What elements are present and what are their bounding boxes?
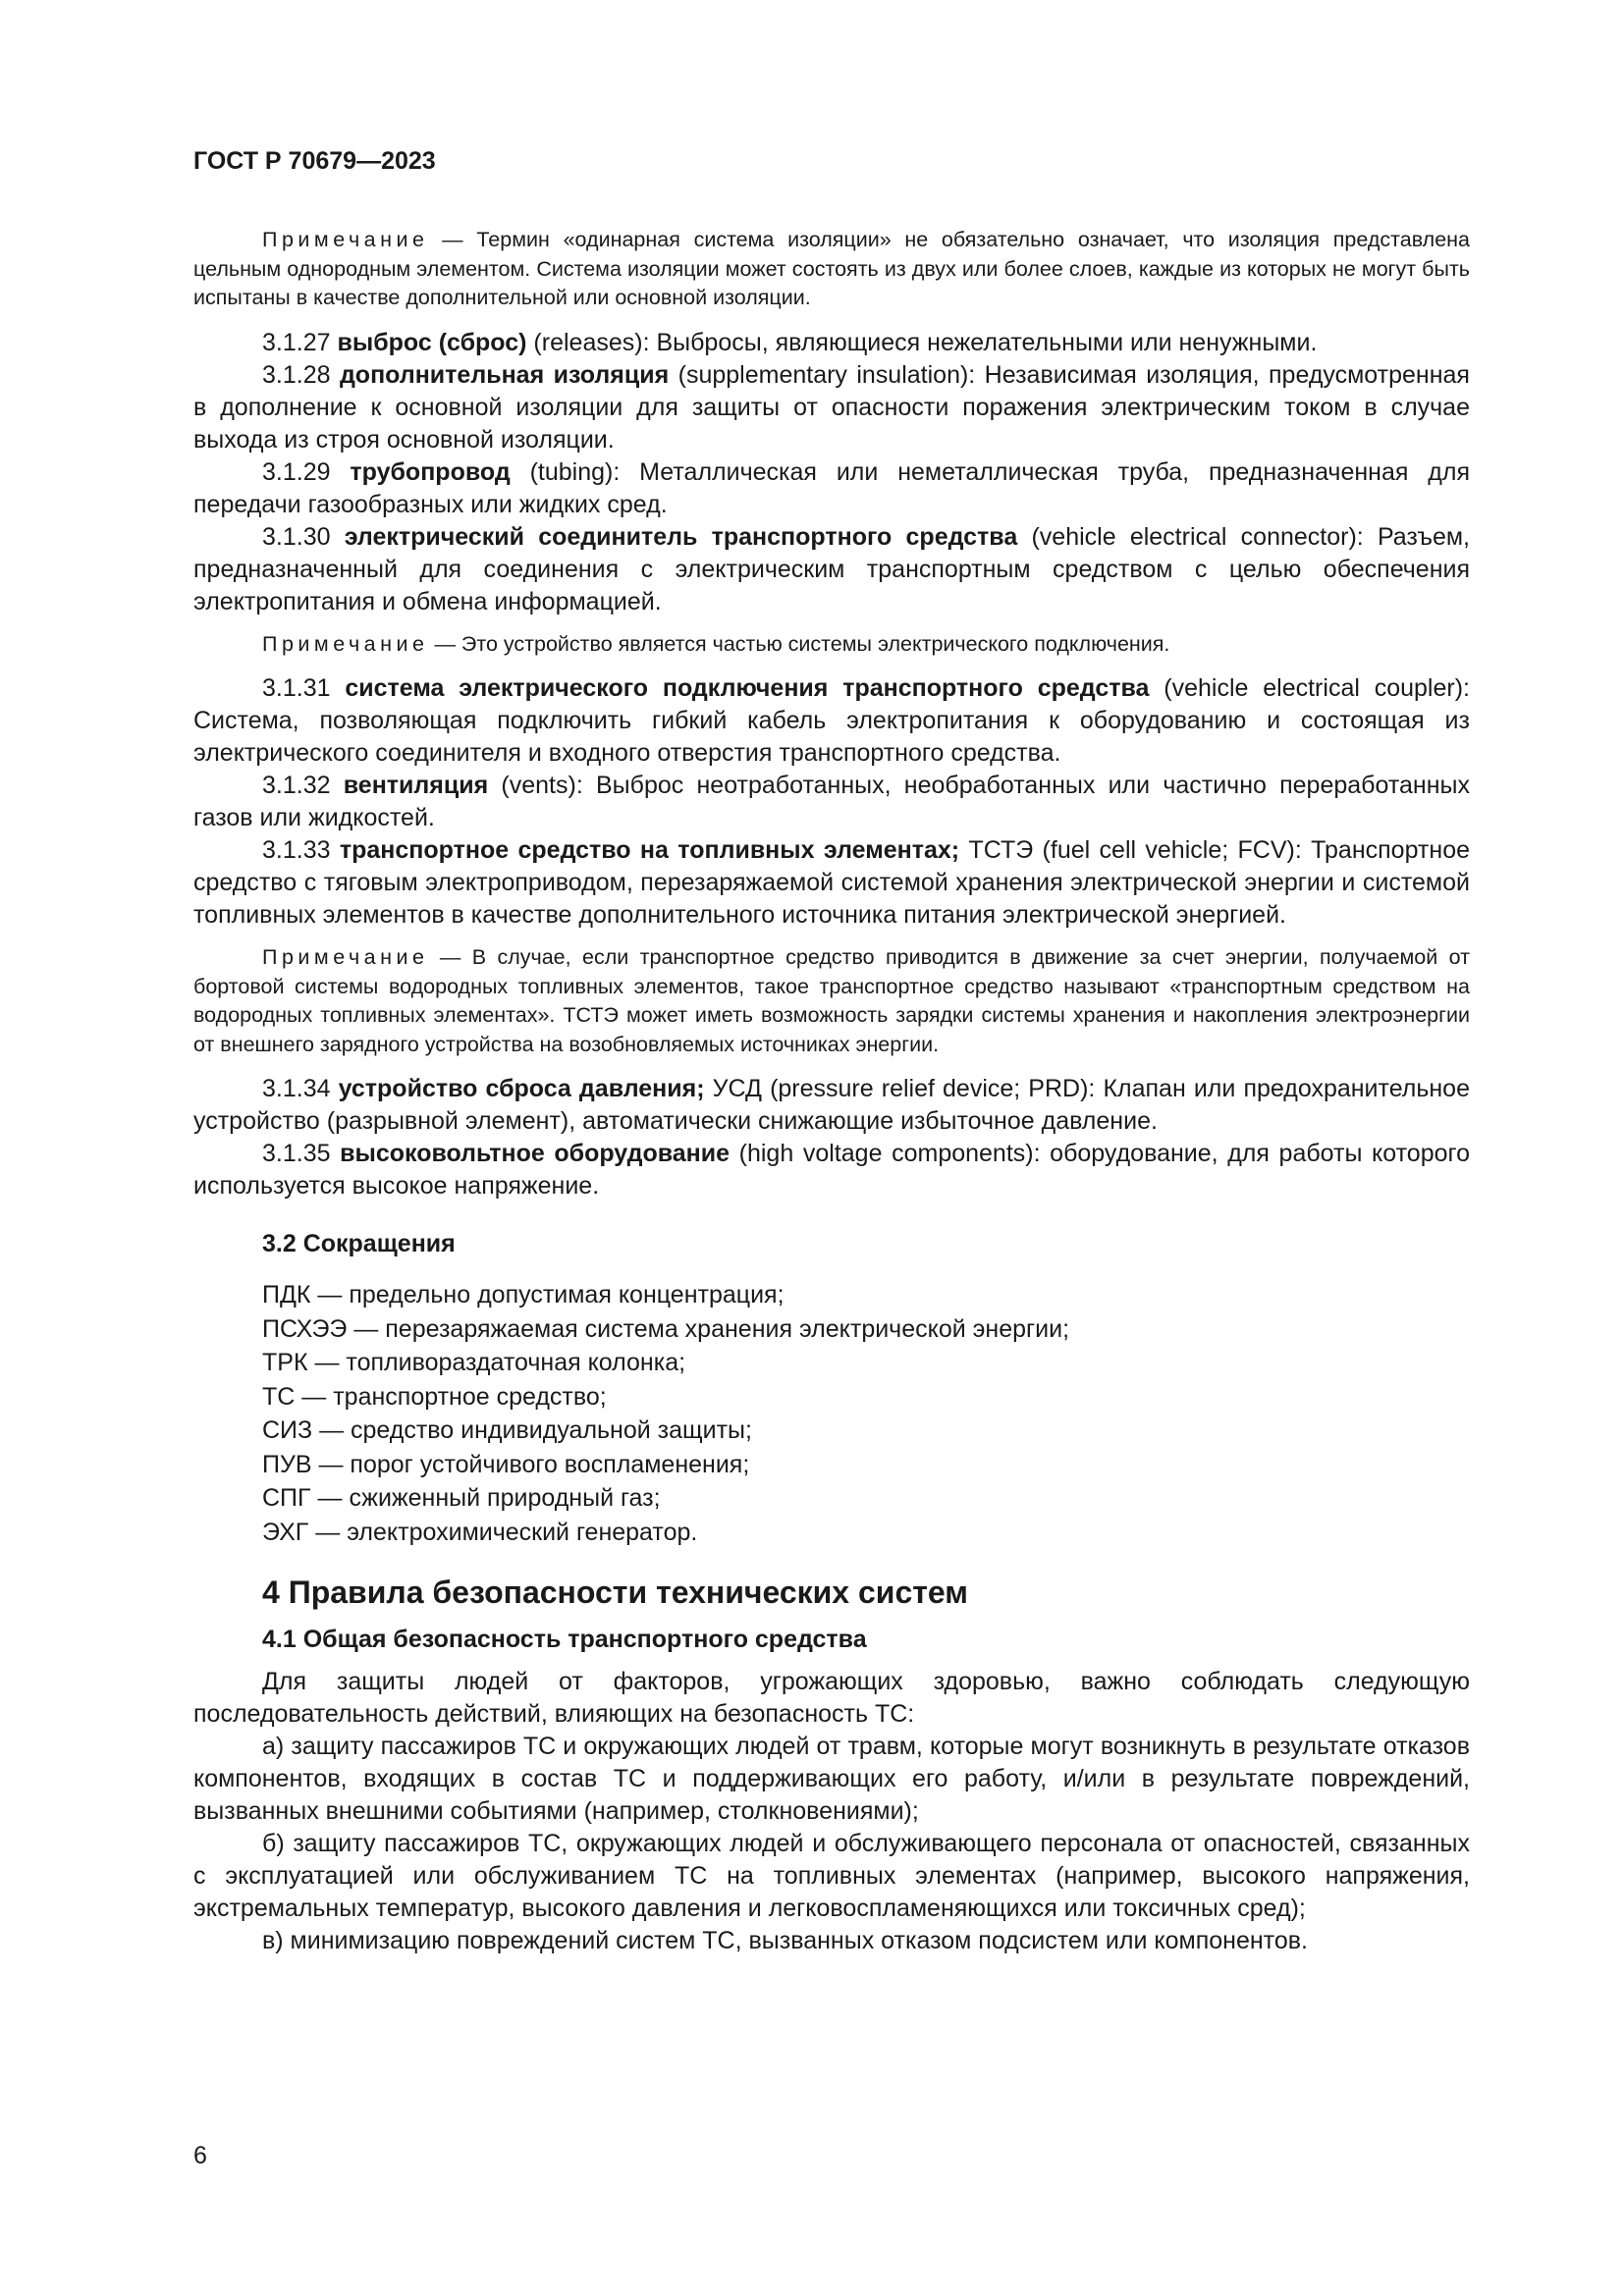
- term-entry: [193, 770, 1470, 834]
- term-name: высоковольтное оборудование: [340, 1140, 731, 1167]
- term-entry: [193, 1138, 1470, 1202]
- document-header: ГОСТ Р 70679—2023: [193, 147, 436, 175]
- note-label: Примечание: [262, 945, 429, 969]
- abbreviation-item: ТС — транспортное средство;: [262, 1382, 607, 1411]
- note-label: Примечание: [262, 228, 429, 251]
- term-name: система электрического подключения транспортного средства: [345, 674, 1150, 702]
- term-number: 3.1.28: [262, 360, 331, 389]
- term-number: 3.1.31: [262, 674, 331, 702]
- term-definition: (vehicle electrical coupler): Система, позволяющая подключить гибкий кабель электропитания к оборудованию и состоящая из электрического соединителя и входного отверстия транспортного средства.: [193, 674, 1470, 767]
- note-text: — Это устройство является частью системы электрического подключения.: [434, 631, 1170, 656]
- term-entry: [193, 456, 1470, 521]
- term-definition: (vents): Выброс неотработанных, необработанных или частично переработанных газов или жидкостей.: [193, 772, 1471, 831]
- term-entry: [193, 1073, 1470, 1138]
- term-definition: (high voltage components): оборудование, для работы которого используется высокое напряжение.: [193, 1140, 1470, 1200]
- term-number: 3.1.30: [262, 522, 331, 551]
- term-definition: ТСТЭ (fuel cell vehicle; FCV): Транспортное средство с тяговым электроприводом, перезаряжаемой системой хранения электрической энергии и системой топливных элементов в качестве дополнительного источника питания электрической энергией.: [193, 836, 1470, 929]
- term-definition: (releases): Выбросы, являющиеся нежелательными или ненужными.: [526, 328, 1318, 356]
- note-text: — Термин «одинарная система изоляции» не обязательно означает, что изоляция представлена цельным однородным элементом. Система изоляции может состоять из двух или более слоев, каждые из которых не могут быть испытаны в качестве дополнительной или основной изоляции.: [193, 228, 1470, 309]
- term-entry: [193, 521, 1470, 618]
- term-definition: (supplementary insulation): Независимая изоляция, предусмотренная в дополнение к основной изоляции для защиты от опасности поражения электрическим током в случае выхода из строя основной изоляции.: [193, 360, 1470, 454]
- list-item: в) минимизацию повреждений систем ТС, вызванных отказом подсистем или компонентов.: [262, 1927, 1308, 1954]
- list-item: а) защиту пассажиров ТС и окружающих людей от травм, которые могут возникнуть в результате отказов компонентов, входящих в состав ТС и поддерживающих его работу, и/или в результате повреждений, вызванных внешними событиями (например, столкновениями);: [193, 1733, 1470, 1825]
- term-entry: [193, 327, 1470, 359]
- body-paragraph: Для защиты людей от факторов, угрожающих здоровью, важно соблюдать следующую последовательность действий, влияющих на безопасность ТС:: [193, 1668, 1470, 1728]
- section-heading-4: 4 Правила безопасности технических систем: [262, 1575, 968, 1610]
- term-definition: (vehicle electrical connector): Разъем, предназначенный для соединения с электрическим транспортным средством с целью обеспечения электропитания и обмена информацией.: [193, 522, 1470, 615]
- term-number: 3.1.33: [262, 836, 331, 864]
- term-number: 3.1.32: [262, 772, 331, 799]
- abbreviations-list: [262, 1278, 1470, 1549]
- page-number: 6: [193, 2142, 207, 2169]
- term-number: 3.1.27: [262, 328, 331, 356]
- abbreviation-item: ЭХГ — электрохимический генератор.: [262, 1518, 698, 1546]
- term-number: 3.1.34: [262, 1075, 331, 1102]
- abbreviation-item: СПГ — сжиженный природный газ;: [262, 1484, 661, 1512]
- term-entry: [193, 359, 1470, 456]
- abbreviation-item: ТРК — топливораздаточная колонка;: [262, 1349, 686, 1376]
- abbreviation-item: ПСХЭЭ — перезаряжаемая система хранения электрической энергии;: [262, 1314, 1070, 1343]
- term-definition: (tubing): Металлическая или неметаллическая труба, предназначенная для передачи газообразных или жидких сред.: [193, 457, 1470, 518]
- term-entry: [193, 672, 1470, 770]
- term-number: 3.1.35: [262, 1140, 331, 1167]
- term-number: 3.1.29: [262, 457, 331, 486]
- page-content: [193, 226, 1470, 1957]
- term-name: трубопровод: [350, 457, 511, 486]
- note-label: Примечание: [262, 631, 429, 656]
- abbreviation-item: СИЗ — средство индивидуальной защиты;: [262, 1416, 752, 1444]
- section-heading-4-1: 4.1 Общая безопасность транспортного средства: [262, 1626, 867, 1653]
- term-name: выброс (сброс): [337, 328, 527, 356]
- term-name: транспортное средство на топливных элементах;: [339, 836, 960, 864]
- note-paragraph: [193, 226, 1470, 313]
- note-paragraph: [193, 943, 1470, 1059]
- term-entry: [193, 834, 1470, 932]
- list-item: б) защиту пассажиров ТС, окружающих людей и обслуживающего персонала от опасностей, связанных с эксплуатацией или обслуживанием ТС на топливных элементах (например, высокого напряжения, экстремальных температур, высокого давления и легковоспламеняющихся или токсичных сред);: [193, 1830, 1470, 1922]
- term-name: электрический соединитель транспортного средства: [344, 522, 1018, 551]
- term-name: дополнительная изоляция: [339, 360, 670, 389]
- note-paragraph: [193, 630, 1470, 660]
- term-name: вентиляция: [343, 772, 489, 799]
- abbreviation-item: ПДК — предельно допустимая концентрация;: [262, 1281, 785, 1308]
- term-name: устройство сброса давления;: [338, 1075, 705, 1102]
- section-heading-3-2: 3.2 Сокращения: [262, 1230, 456, 1257]
- term-definition: УСД (pressure relief device; PRD): Клапан или предохранительное устройство (разрывной элемент), автоматически снижающие избыточное давление.: [193, 1075, 1470, 1135]
- note-text: — В случае, если транспортное средство приводится в движение за счет энергии, получаемой от бортовой системы водородных топливных элементов, такое транспортное средство называют «транспортным средством на водородных топливных элементах». ТСТЭ может иметь возможность зарядки системы хранения и накопления электроэнергии от внешнего зарядного устройства на возобновляемых источниках энергии.: [193, 945, 1471, 1056]
- abbreviation-item: ПУВ — порог устойчивого воспламенения;: [262, 1450, 750, 1478]
